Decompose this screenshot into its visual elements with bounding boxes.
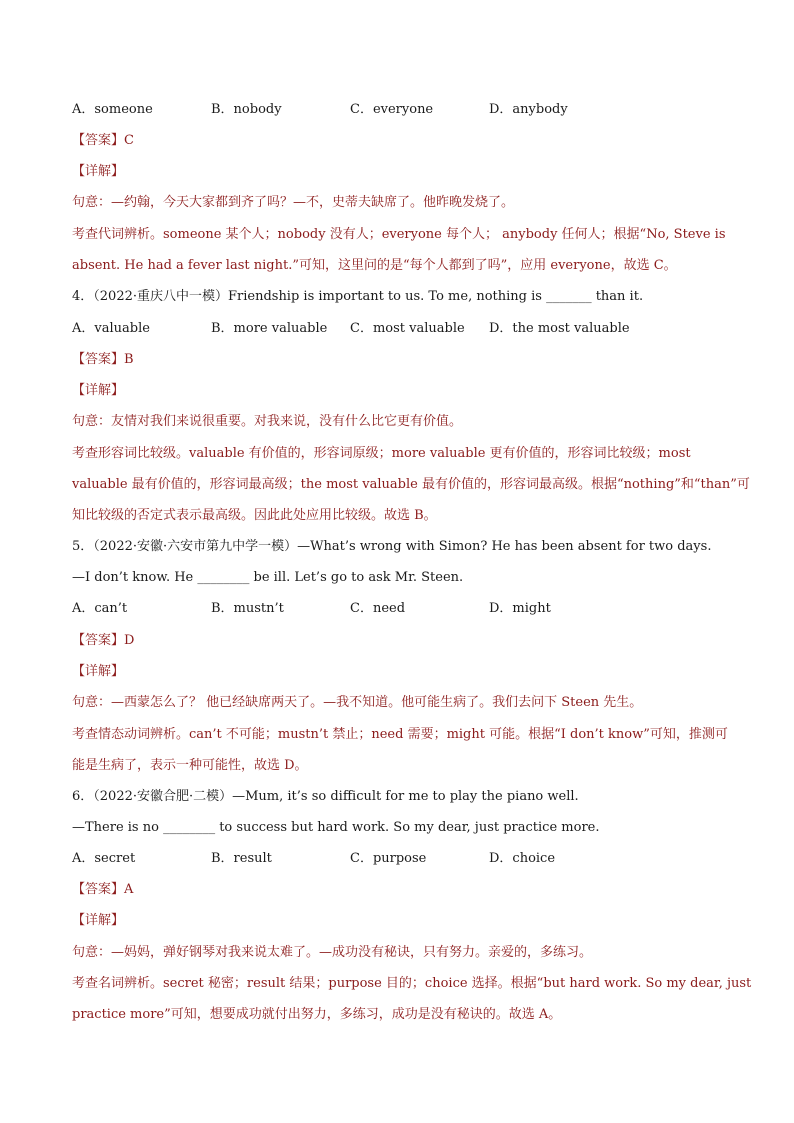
q5-meaning: 句意：—西蒙怎么了？ 他已经缺席两天了。—我不知道。他可能生病了。我们去问下 Steen 先生。 bbox=[72, 695, 643, 710]
q4-analysis-line3: 知比较级的否定式表示最高级。因此此处应用比较级。故选 B。 bbox=[72, 508, 437, 523]
q4-option-d: D．the most valuable bbox=[489, 321, 630, 336]
q4-analysis-line2: valuable 最有价值的，形容词最高级；the most valuable 最有价值的，形容词最高级。根据“nothing”和“than”可 bbox=[72, 477, 750, 492]
q3-option-b: B．nobody bbox=[211, 102, 282, 117]
q5-option-c: C．need bbox=[350, 601, 406, 616]
q3-option-c: C．everyone bbox=[350, 102, 434, 117]
q6-stem-line1: 6．（2022·安徽合肥·二模）—Mum, it’s so difficult for me to play the piano well. bbox=[72, 789, 579, 804]
q6-stem-line2: —There is no ________ to success but hard work. So my dear, just practice more. bbox=[72, 820, 600, 835]
q5-stem-line2: —I don’t know. He ________ be ill. Let’s go to ask Mr. Steen. bbox=[72, 570, 464, 585]
q4-option-b: B．more valuable bbox=[211, 321, 328, 336]
q3-answer: 【答案】C bbox=[72, 133, 134, 148]
q4-meaning: 句意：友情对我们来说很重要。对我来说，没有什么比它更有价值。 bbox=[72, 414, 463, 429]
q6-option-b: B．result bbox=[211, 851, 272, 866]
q5-detail-label: 【详解】 bbox=[72, 664, 125, 679]
q5-option-d: D．might bbox=[489, 601, 551, 616]
q3-meaning: 句意：—约翰，今天大家都到齐了吗？—不，史蒂夫缺席了。他昨晚发烧了。 bbox=[72, 195, 515, 210]
q4-stem: 4．（2022·重庆八中一模）Friendship is important to us. To me, nothing is _______ than it. bbox=[72, 289, 644, 304]
q4-detail-label: 【详解】 bbox=[72, 383, 125, 398]
q4-option-c: C．most valuable bbox=[350, 321, 465, 336]
q5-option-b: B．mustn’t bbox=[211, 601, 284, 616]
q6-detail-label: 【详解】 bbox=[72, 913, 125, 928]
q6-answer: 【答案】A bbox=[72, 882, 134, 897]
q3-option-a: A．someone bbox=[72, 102, 153, 117]
q4-options bbox=[72, 320, 732, 338]
q6-option-a: A．secret bbox=[72, 851, 136, 866]
q5-analysis-line2: 能是生病了，表示一种可能性，故选 D。 bbox=[72, 758, 308, 773]
q5-answer: 【答案】D bbox=[72, 633, 135, 648]
q3-analysis-line2: absent. He had a fever last night.”可知，这里问的是“每个人都到了吗”，应用 everyone，故选 C。 bbox=[72, 258, 677, 273]
q3-options bbox=[72, 101, 732, 119]
q5-option-a: A．can’t bbox=[72, 601, 128, 616]
q6-options bbox=[72, 850, 732, 868]
q3-analysis-line1: 考查代词辨析。someone 某个人；nobody 没有人；everyone 每个人； anybody 任何人；根据“No, Steve is bbox=[72, 227, 726, 242]
q4-option-a: A．valuable bbox=[72, 321, 150, 336]
q6-analysis-line2: practice more”可知，想要成功就付出努力，多练习，成功是没有秘诀的。故选 A。 bbox=[72, 1007, 562, 1022]
q5-stem-line1: 5．（2022·安徽·六安市第九中学一模）—What’s wrong with Simon? He has been absent for two days. bbox=[72, 539, 712, 554]
q3-detail-label: 【详解】 bbox=[72, 164, 125, 179]
q6-analysis-line1: 考查名词辨析。secret 秘密；result 结果；purpose 目的；choice 选择。根据“but hard work. So my dear, just bbox=[72, 976, 752, 991]
q6-meaning: 句意：—妈妈，弹好钢琴对我来说太难了。—成功没有秘诀，只有努力。亲爱的，多练习。 bbox=[72, 945, 593, 960]
q4-analysis-line1: 考查形容词比较级。valuable 有价值的，形容词原级；more valuable 更有价值的，形容词比较级；most bbox=[72, 446, 691, 461]
q6-option-c: C．purpose bbox=[350, 851, 427, 866]
q5-options bbox=[72, 600, 732, 618]
q4-answer: 【答案】B bbox=[72, 352, 134, 367]
q3-option-d: D．anybody bbox=[489, 102, 568, 117]
q6-option-d: D．choice bbox=[489, 851, 556, 866]
q5-analysis-line1: 考查情态动词辨析。can’t 不可能；mustn’t 禁止；need 需要；might 可能。根据“I don’t know”可知，推测可 bbox=[72, 727, 728, 742]
